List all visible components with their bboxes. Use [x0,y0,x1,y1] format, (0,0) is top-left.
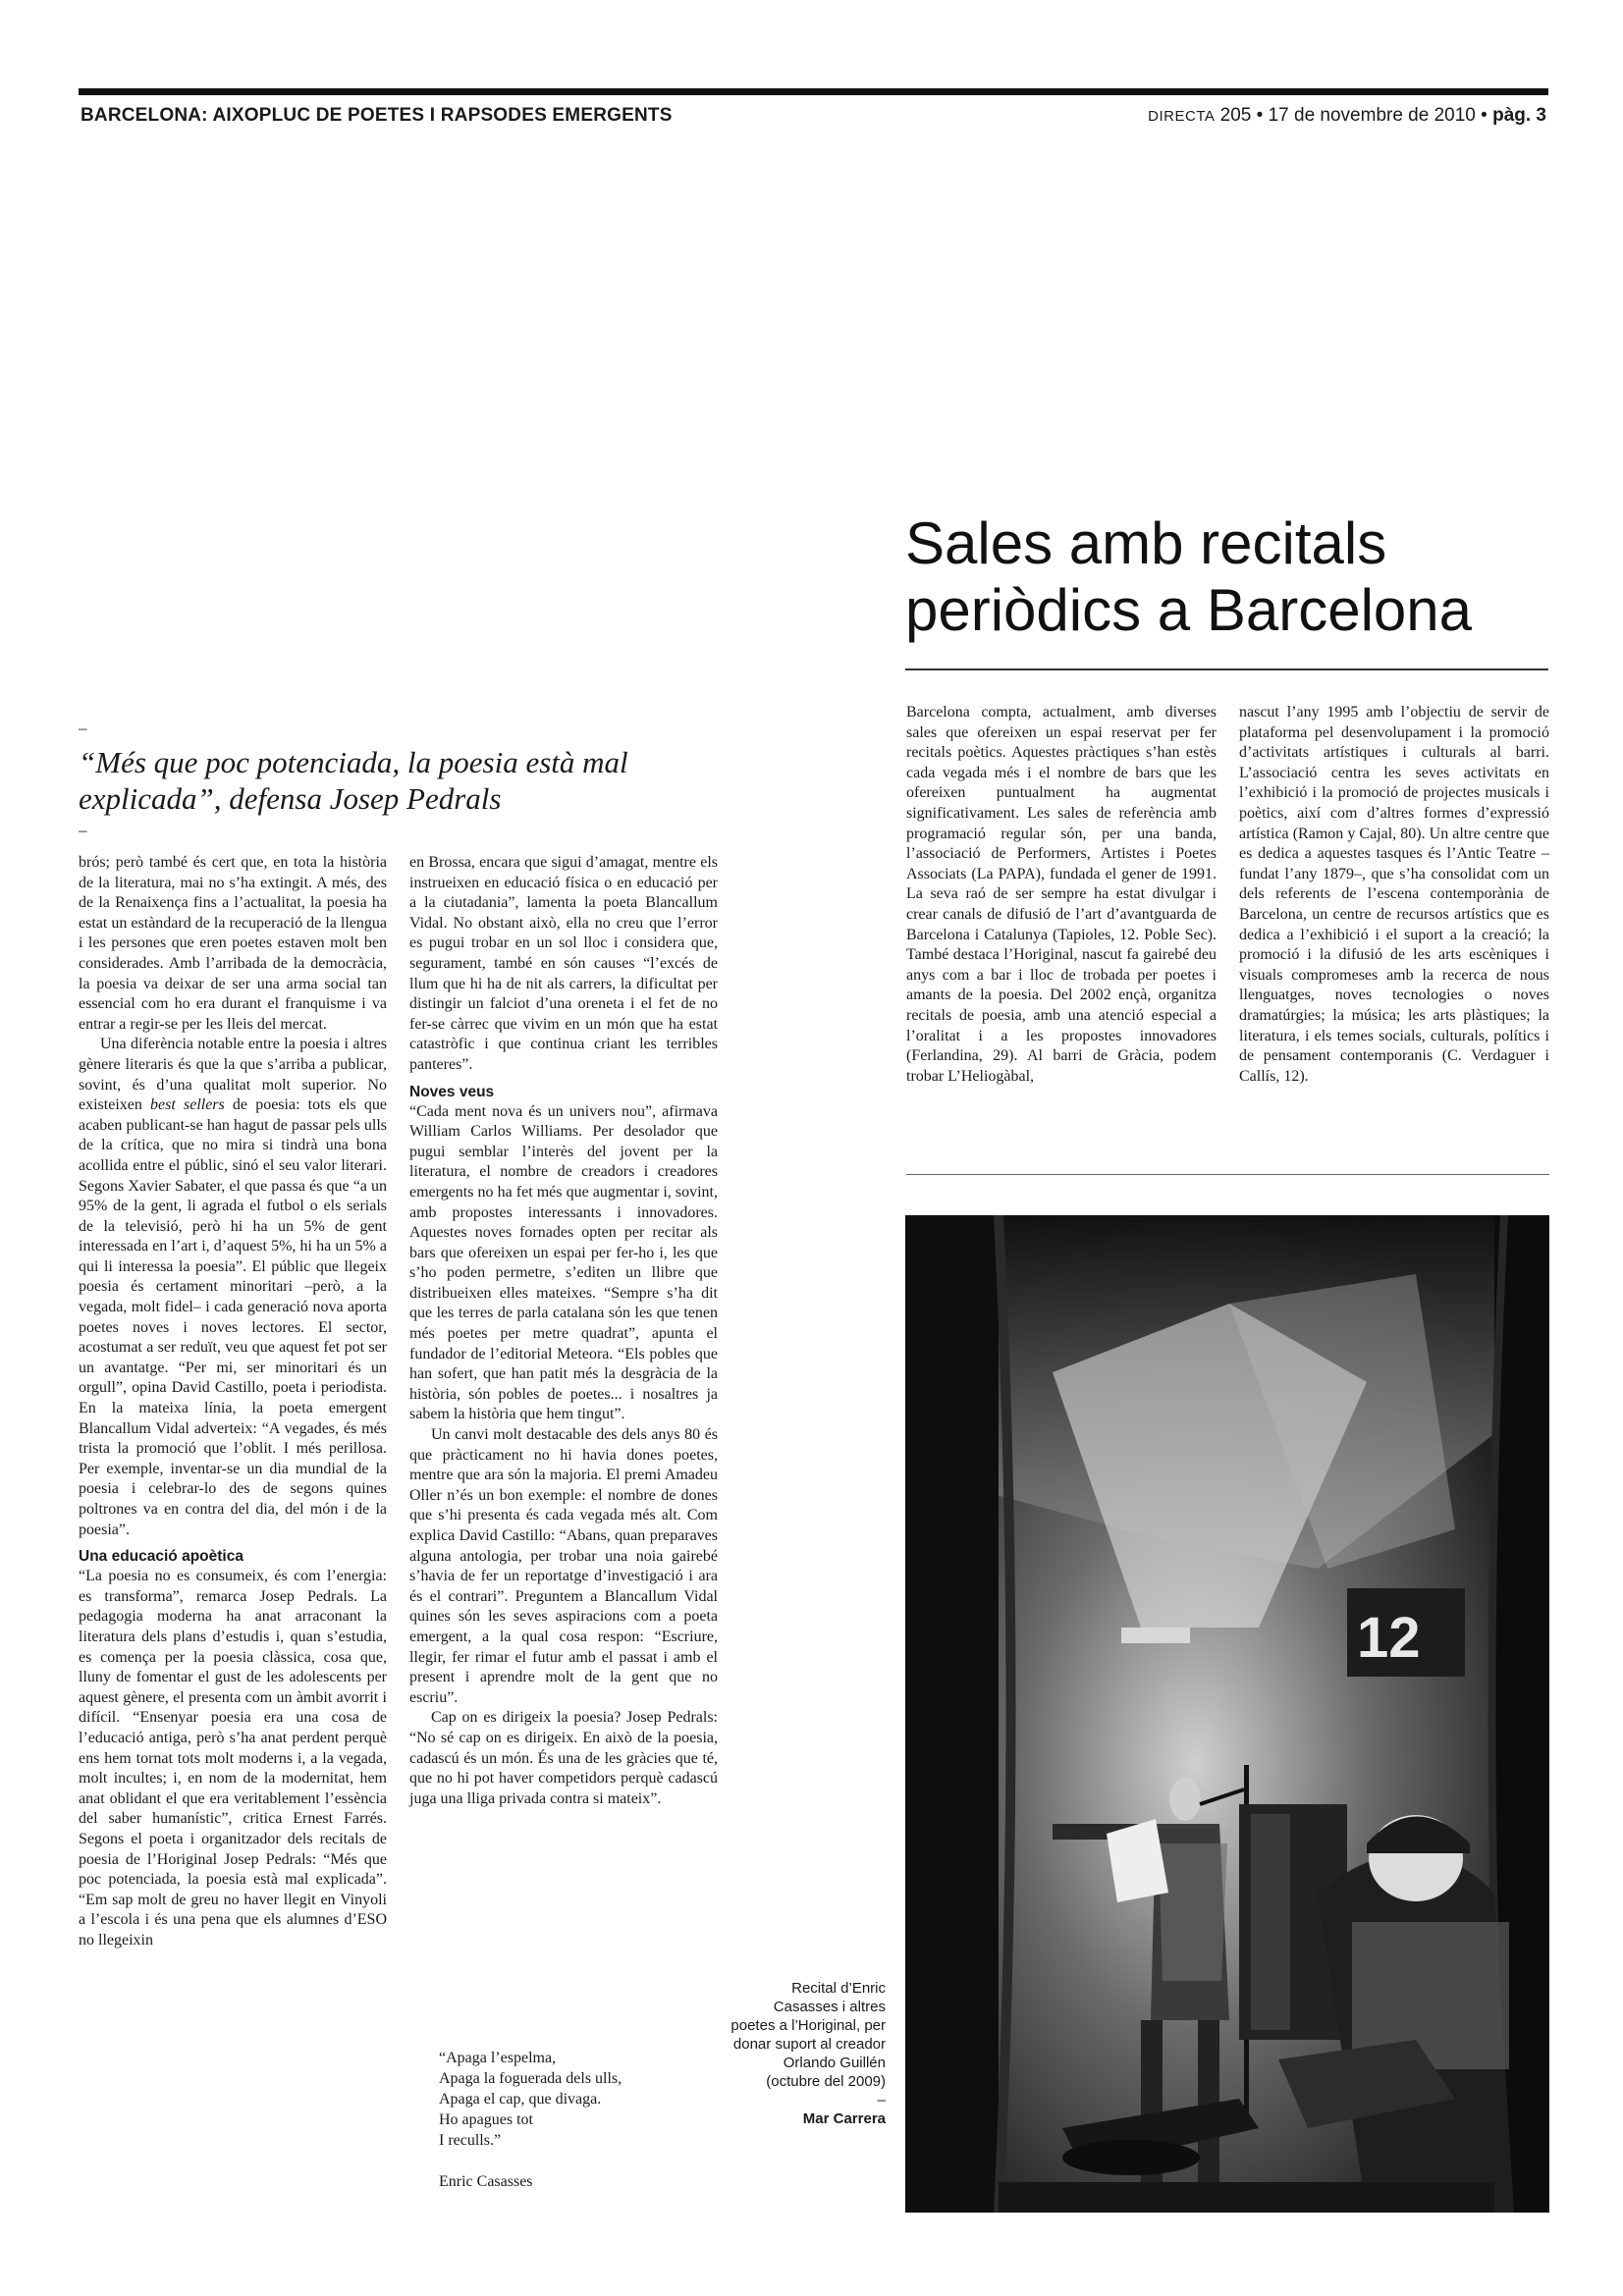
paragraph: Un canvi molt destacable des dels anys 80 és que pràcticament no hi havia dones poetes, mentre que ara són la majoria. El premi Amadeu Oller n’és un bon exemple: el nombre de dones que s’hi presenta és cada vegada més alt. Com explica David Castillo: “Abans, quan preparaves alguna antologia, per trobar una noia gairebé s’havia de fer un reportatge d’investigació i ara és el contrari”. Preguntem a Blancallum Vidal quines són les seves aspiracions com a poeta emergent, a la qual cosa respon: “Escriure, llegir, fer rimar el futur amb el passat i amb el present i aprendre molt de la gent que no escriu”. [409,1426,718,1706]
paragraph: Barcelona compta, actualment, amb diverses sales que ofereixen un espai reservat per fer recitals poètics. Aquestes pràctiques s’han estès cada vegada més i el nombre de bars que les ofereixen puntualment ha augmentat significativament. Les sales de referència amb programació regular són, per una banda, l’associació de Performers, Artistes i Poetes Associats (La PAPA), fundada el gener de 1991. La seva raó de ser sempre ha estat divulgar i crear canals de difusió de l’art d’avantguarda de Barcelona i Catalunya (Tapioles, 12. Poble Sec). També destaca l’Horiginal, nascut fa gairebé deu anys com a bar i lloc de trobada per poetes i amants de la poesia. Del 2002 ençà, organitza recitals de poesia, amb una atenció especial a l’oralitat i a les propostes innovadores (Ferlandina, 29). Al barri de Gràcia, podem trobar L’Heliogàbal, [906,704,1217,1085]
page-number: pàg. 3 [1492,105,1546,126]
poem [439,2048,714,2192]
issue-date: 17 de novembre de 2010 [1268,105,1476,126]
poem-line: I reculls.” [439,2132,502,2149]
article-column-2 [409,853,718,1809]
poem-author: Enric Casasses [439,2173,533,2190]
headline-line: Sales amb recitals [905,510,1387,576]
article-column-1 [79,853,387,1950]
recital-photo [905,1215,1549,2213]
photo-illustration [905,1215,1549,2213]
publication-name: DIRECTA [1148,108,1216,125]
paragraph: Cap on es dirigeix la poesia? Josep Pedrals: “No sé cap on es dirigeix. En això de la poesia, cadascú és un món. És una de les gràcies que té, que no hi pot haver competidors perquè cadascú juga una lliga privada contra si mateix”. [409,1709,718,1807]
paragraph: “La poesia no es consumeix, és com l’energia: es transforma”, remarca Josep Pedrals. La pedagogia moderna ha anat arraconant la literatura dels plans d’estudis i, quan s’estudia, es comença per la poesia clàssica, cosa que, lluny de fomentar el gust de les adolescents per aquest gènere, el presenta com un àmbit avorrit i difícil. “Ensenyar poesia era una cosa de l’educació antiga, però s’ha anat perdent perquè ens hem tornat tots molt moderns i, a la vegada, molt incultes; i, en nom de la modernitat, hem anat oblidant el que era veritablement l’essència del saber humanístic”, critica Ernest Farrés. Segons el poeta i organitzador dels recitals de poesia de l’Horiginal Josep Pedrals: “Més que poc potenciada, la poesia està mal explicada”. “Em sap molt de greu no haver llegit en Vinyoli a l’escola i és una pena que els alumnes d’ESO no llegeixin [79,1568,387,1949]
paragraph: Una diferència notable entre la poesia i altres gènere literaris és que la que s’arriba a publicar, sovint, és d’una qualitat molt superior. No existeixen best sellers de poesia: tots els que acaben publicant-se han hagut de passar pels ulls de la crítica, que no mira si tindrà una bona acollida entre el públic, sinó el seu valor literari. Segons Xavier Sabater, el que passa és que “a un 95% de la gent, li agrada el futbol o els serials de la televisió, però hi ha un 5% de gent interessada en l’art i, d’aquest 5%, hi ha un 5% a qui li interessa la poesia”. El públic que llegeix poesia és certament minoritari –però, a la vegada, molt fidel– i cada generació nova aporta poetes noves i noves lectores. El sector, acostumat a ser reduït, veu que aquest fet pot ser un avantatge. “Per mi, ser minoritari és un orgull”, opina David Castillo, poeta i periodista. En la mateixa línia, la poeta emergent Blancallum Vidal adverteix: “A vegades, és més trista la promoció que l’oblit. I més perillosa. Per exemple, inventar-se un dia mundial de la poesia i celebrar-lo des de segons quines poltrones va en contra del dia, del món i de la poesia”. [79,1036,388,1538]
pull-quote [79,719,648,840]
caption-dash: – [877,2092,886,2109]
divider [906,1174,1549,1175]
photo-credit: Mar Carrera [802,2110,886,2127]
poem-line: Apaga la foguerada dels ulls, [439,2070,622,2087]
paragraph: nascut l’any 1995 amb l’objectiu de servir de plataforma pel desenvolupament i la promoció d’activitats artístiques i culturals al barri. L’associació centra les seves activitats en l’exhibició i la promoció de projectes musicals i poètics, així com d’altres formes d’expressió artística (Ramon y Cajal, 80). Un altre centre que es dedica a aquestes tasques és l’Antic Teatre –fundat l’any 1879–, que s’ha consolidat com un dels referents de l’escena contemporània de Barcelona, un centre de recursos artístics que es dedica a l’exhibició i el suport a la creació; la promoció i la difusió de les arts escèniques i visuals compromeses amb la recerca de nous llenguatges, noves tecnologies o noves dramatúrgies; la música; les arts plàstiques; la literatura, i els temes socials, culturals, polítics i de pensament contemporanis (C. Verdaguer i Callís, 12). [1239,704,1549,1085]
paragraph: “Cada ment nova és un univers nou”, afirmava William Carlos Williams. Per desolador que pugui semblar l’interès del jovent per la literatura, el nombre de creadors i creadores emergents no ha fet més que augmentar i, sovint, amb propostes interessants i innovadores. Aquestes noves fornades opten per recitar als bars que ofereixen un espai per fer-ho i, les que s’ho poden permetre, s’editen un llibre que distribueixen elles mateixes. “Sempre s’ha dit que les terres de parla catalana són les que tenen més poetes per metre quadrat”, apunta el fundador de l’editorial Meteora. “Els pobles que han sofert, que han patit més la desgràcia de la història, són pobles de poetes... i nosaltres ja sabem la història que hem tingut”. [409,1102,718,1423]
issue-number: 205 [1219,105,1252,126]
subheading: Una educació apoètica [79,1548,243,1566]
top-rule [79,88,1548,95]
paragraph: brós; però també és cert que, en tota la història de la literatura, mai no s’ha extingit. A més, des de la Renaixença fins a l’actualitat, la poesia ha estat un estàndard de la recuperació de la llengua i les persones que eren poetes estaven molt ben considerades. Amb l’arribada de la democràcia, la poesia va deixar de ser una arma social tan essencial com ho era durant el franquisme i va entrar a regir-se per les lleis del mercat. [79,854,387,1033]
issue-info [1148,105,1546,127]
pull-quote-text: “Més que poc potenciada, la poesia està mal explicada”, defensa Josep Pedrals [79,745,628,816]
sidebar-column-2 [1239,703,1549,1087]
poem-line: Ho apagues tot [439,2111,533,2128]
caption-text: Recital d’Enric Casasses i altres poetes a l’Horiginal, per donar suport al creador Orlando Guillén (octubre del 2009) [730,1980,886,2090]
subheading: Noves veus [409,1083,495,1100]
pull-quote-dash: – [79,719,87,737]
section-title: BARCELONA: AIXOPLUC DE POETES I RAPSODES EMERGENTS [81,105,673,126]
pull-quote-dash: – [79,821,87,839]
sidebar-column-1 [906,703,1217,1087]
divider [905,668,1548,670]
poem-line: Apaga el cap, que divaga. [439,2091,602,2108]
poem-line: “Apaga l’espelma, [439,2050,557,2066]
stage-number: 12 [1357,1606,1421,1670]
paragraph: en Brossa, encara que sigui d’amagat, mentre els instrueixen en educació física o en educació per a la ciutadania”, lamenta la poeta Blancallum Vidal. No obstant això, ella no creu que l’error es pugui trobar en un sol lloc i considera que, segurament, també en són causes “l’excés de llum que hi ha de nit als carrers, la dificultat per distingir un falciot d’una oreneta i el fet de no fer-se càrrec que vivim en un món que ha estat catastròfic i que continua criant les terribles panteres”. [409,854,718,1073]
sidebar-headline [905,510,1553,644]
separator: • [1256,105,1264,126]
emphasis: best sellers [150,1096,225,1114]
separator: • [1481,105,1488,126]
headline-line: periòdics a Barcelona [905,577,1473,643]
photo-caption [729,1979,886,2128]
